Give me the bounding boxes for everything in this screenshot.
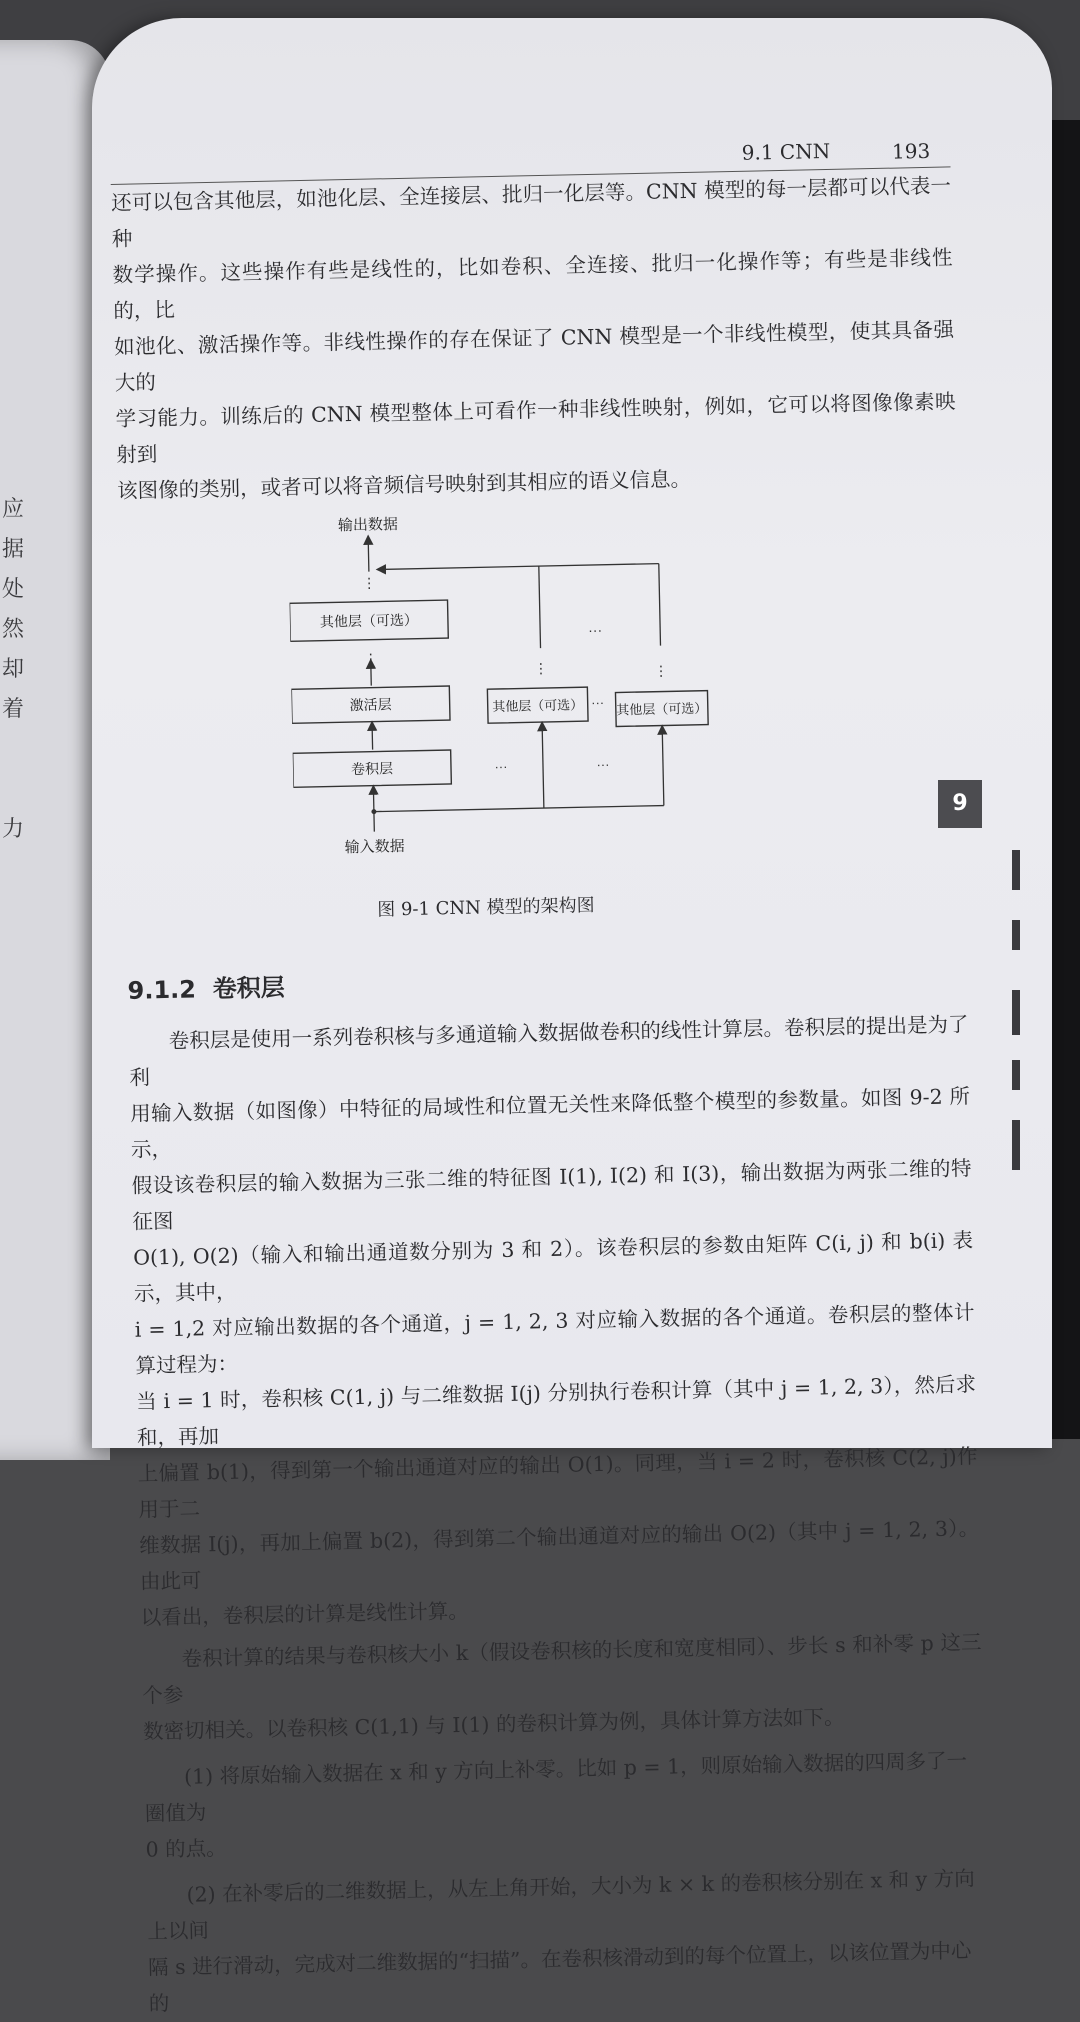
left-char: 据 [2, 530, 42, 570]
ellipsis-vertical: ⋮ [364, 651, 378, 667]
book-cover-edge [1050, 120, 1080, 1439]
list-item [146, 1860, 989, 2022]
text-line: i = 1,2 对应输出数据的各个通道，j = 1, 2, 3 对应输入数据的各个通道。卷积层的整体计算过程为： [134, 1294, 975, 1384]
left-char: 却 [2, 650, 42, 690]
text-line: 学习能力。训练后的 CNN 模型整体上可看作一种非线性映射，例如，它可以将图像像素映射到 [115, 383, 956, 473]
cnn-architecture-diagram [288, 504, 756, 884]
text-line: 维数据 I(j)，再加上偏置 b(2)，得到第二个输出通道对应的输出 O(2)（其中 j = 1, 2, 3）。由此可 [139, 1510, 980, 1600]
conv-layer-label: 卷积层 [351, 760, 393, 777]
left-char: 处 [2, 570, 42, 610]
section-number: 9.1.2 [127, 975, 196, 1004]
left-page-text [2, 490, 42, 850]
chapter-tab: 9 [938, 780, 982, 828]
text-line: (2) 在补零后的二维数据上，从左上角开始，大小为 k × k 的卷积核分别在 x 和 y 方向上以间 [146, 1860, 987, 1950]
left-char: 然 [2, 610, 42, 650]
branch-line-1 [539, 566, 541, 648]
header-section: 9.1 CNN [741, 139, 830, 165]
left-char: 着 [2, 690, 42, 730]
text-line: 卷积层是使用一系列卷积核与多通道输入数据做卷积的线性计算层。卷积层的提出是为了利 [128, 1006, 969, 1096]
text-line: 当 i = 1 时，卷积核 C(1, j) 与二维数据 I(j) 分别执行卷积计算（其中 j = 1, 2, 3），然后求和，再加 [136, 1366, 977, 1456]
output-data-label: 输出数据 [338, 515, 398, 534]
text-line: 该图像的类别，或者可以将音频信号映射到其相应的语义信息。 [117, 455, 958, 509]
page-content [110, 132, 989, 2021]
text-line: 数学操作。这些操作有些是线性的，比如卷积、全连接、批归一化操作等；有些是非线性的，比 [112, 239, 953, 329]
input-bus-line [374, 806, 664, 812]
left-char: 力 [2, 810, 42, 850]
text-line: 数密切相关。以卷积核 C(1,1) 与 I(1) 的卷积计算为例，具体计算方法如下。 [143, 1696, 984, 1750]
other-layer-optional-label: 其他层（可选） [320, 612, 418, 630]
left-char: 应 [2, 490, 42, 530]
activation-layer-label: 激活层 [350, 696, 392, 713]
figure-caption: 图 9-1 CNN 模型的架构图 [126, 883, 966, 927]
ellipsis-horizontal: ··· [494, 759, 507, 774]
input-arrow [373, 790, 374, 832]
ellipsis-vertical: ⋮ [654, 662, 668, 678]
text-line: 假设该卷积层的输入数据为三张二维的特征图 I(1), I(2) 和 I(3)，输出数据为两张二维的特征图 [131, 1150, 972, 1240]
input-data-label: 输入数据 [344, 837, 404, 856]
branch-other-layer-label-2: 其他层（可选） [616, 701, 707, 718]
text-line: 隔 s 进行滑动，完成对二维数据的“扫描”。在卷积核滑动到的每个位置上，以该位置为中心的 [148, 1932, 989, 2022]
text-line: (1) 将原始输入数据在 x 和 y 方向上补零。比如 p = 1，则原始输入数据的四周多了一圈值为 [144, 1742, 985, 1832]
text-line: 上偏置 b(1)，得到第一个输出通道对应的输出 O(1)。同理，当 i = 2 时，卷积核 C(2, j)作用于二 [137, 1438, 978, 1528]
feedback-arrow [381, 564, 659, 570]
conv-layer-paragraph [128, 1006, 981, 1635]
ellipsis-vertical: ⋮ [534, 660, 548, 676]
text-line: 如池化、激活操作等。非线性操作的存在保证了 CNN 模型是一个非线性模型，使其具备强大的 [114, 311, 955, 401]
output-arrow [368, 540, 369, 572]
text-line: 0 的点。 [145, 1814, 986, 1868]
ellipsis-horizontal: ··· [588, 622, 602, 638]
intro-paragraph [111, 167, 958, 509]
ellipsis-horizontal: ··· [591, 695, 604, 710]
figure-9-1 [118, 499, 966, 897]
ellipsis-horizontal: ··· [596, 757, 609, 772]
conv-params-paragraph [141, 1624, 983, 1750]
branch-input-arrow-2 [662, 730, 664, 806]
branch-other-layer-label-1: 其他层（可选） [492, 697, 583, 714]
section-heading [127, 953, 968, 1006]
branch-line-2 [659, 564, 661, 646]
page-number: 193 [892, 139, 931, 164]
ellipsis-vertical: ⋮ [362, 575, 376, 591]
list-item [144, 1742, 986, 1868]
text-line: 卷积计算的结果与卷积核大小 k（假设卷积核的长度和宽度相同）、步长 s 和补零 p 这三个参 [141, 1624, 982, 1714]
section-title: 卷积层 [212, 974, 285, 1004]
text-line: 用输入数据（如图像）中特征的局域性和位置无关性来降低整个模型的参数量。如图 9-2 所示， [130, 1078, 971, 1168]
text-line: 还可以包含其他层，如池化层、全连接层、批归一化层等。CNN 模型的每一层都可以代表一种 [111, 167, 952, 257]
branch-input-arrow-1 [542, 726, 544, 808]
arrow-up [372, 726, 373, 750]
text-line: O(1), O(2)（输入和输出通道数分别为 3 和 2）。该卷积层的参数由矩阵 C(i, j) 和 b(i) 表示，其中， [133, 1222, 974, 1312]
text-line: 以看出，卷积层的计算是线性计算。 [140, 1582, 981, 1636]
